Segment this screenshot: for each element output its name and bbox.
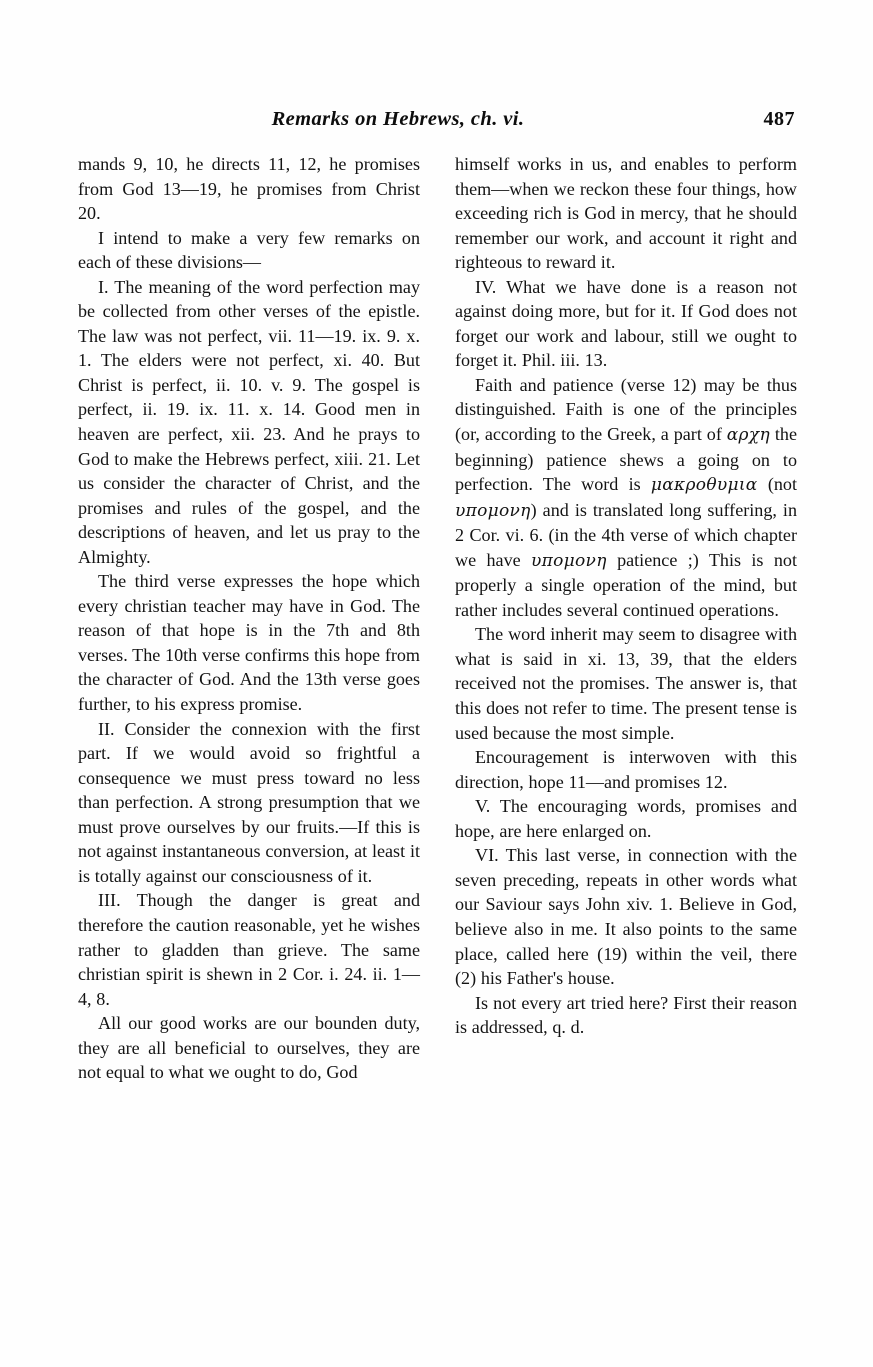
paragraph: Faith and patience (verse 12) may be thus distinguished. Faith is one of the principles (or, according to the Greek, a part of αρχη the beginning) patience shews a going on to perfection. The word is μακροθυμια (not υπομονη) and is translated long suffering, in 2 Cor. vi. 6. (in the 4th verse of which chapter we have υπομονη patience ;) This is not properly a single operation of the mind, but rather includes several continued operations. [455,374,797,620]
greek-word: μακροθυμια [650,475,758,496]
column-left [78,152,420,1242]
paragraph: VI. This last verse, in connection with the seven preceding, repeats in other words what our Saviour says John xiv. 1. Believe in God, believe also in me. It also points to the same place, called here (19) within the veil, there (2) his Father's house. [455,845,797,989]
paragraph: Encouragement is interwoven with this direction, hope 11—and promises 12. [455,747,797,792]
running-head [78,108,795,142]
paragraph: I intend to make a very few remarks on each of these divisions— [78,227,420,273]
paragraph: II. Consider the connexion with the first part. If we would avoid so frightful a consequence we must press toward no less than perfection. A strong presumption that we must prove ourselves by our fruits.—If this is not against instantaneous conversion, at least it is totally against our consciousness of it. [78,718,420,886]
paragraph: The third verse expresses the hope which every christian teacher may have in God. The reason of that hope is in the 7th and 8th verses. The 10th verse confirms this hope from the character of God. And the 13th verse goes further, to his express promise. [78,571,420,715]
paragraph: III. Though the danger is great and therefore the caution reasonable, yet he wishes rather to gladden than grieve. The same christian spirit is shewn in 2 Cor. i. 24. ii. 1—4, 8. [78,890,420,1009]
paragraph: Is not every art tried here? First their reason is addressed, q. d. [455,992,797,1038]
paragraph: I. The meaning of the word perfection may be collected from other verses of the epistle. The law was not perfect, vii. 11—19. ix. 9. x. 1. The elders were not perfect, xi. 40. But Christ is perfect, ii. 10. v. 9. The gospel is perfect, ii. 19. ix. 11. x. 14. Good men in heaven are perfect, xii. 23. And he prays to God to make the Hebrews perfect, xiii. 21. Let us consider the character of Christ, and the promises and rules of the gospel, and the descriptions of heaven, and let us pray to the Almighty. [78,276,420,567]
page-number: 487 [763,108,795,130]
paragraph: All our good works are our bounden duty, they are all beneficial to ourselves, they are not equal to what we ought to do, God [78,1013,420,1083]
column-right [455,152,797,1242]
body-text-area [78,152,797,1242]
greek-word: αρχη [726,425,770,446]
paragraph: The word inherit may seem to disagree with what is said in xi. 13, 39, that the elders received not the promises. The answer is, that this does not refer to time. The present tense is used because the most simple. [455,624,797,743]
greek-word: υπομονη [531,550,607,571]
paragraph: V. The encouraging words, promises and hope, are here enlarged on. [455,796,797,841]
paragraph: IV. What we have done is a reason not against doing more, but for it. If God does not forget our work and labour, still we ought to forget it. Phil. iii. 13. [455,276,797,371]
paragraph: himself works in us, and enables to perform them—when we reckon these four things, how exceeding rich is God in mercy, that he should remember our work, and account it right and righteous to reward it. [455,154,797,273]
greek-word: υπομονη [455,500,531,521]
paragraph: mands 9, 10, he directs 11, 12, he promises from God 13—19, he promises from Christ 20. [78,154,420,224]
page-title: Remarks on Hebrews, ch. vi. [271,108,525,130]
